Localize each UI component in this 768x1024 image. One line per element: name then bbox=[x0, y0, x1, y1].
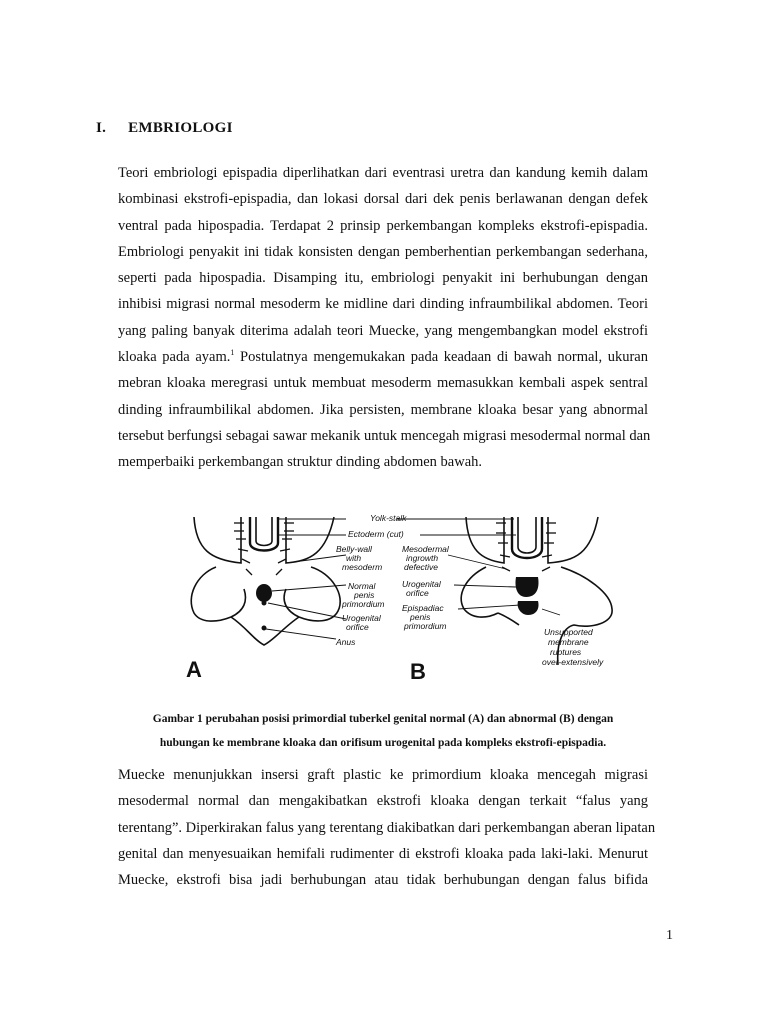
label-urogenital-b-1: Urogenital bbox=[402, 579, 441, 589]
label-normal-penis-3: primordium bbox=[342, 599, 385, 609]
label-mesodermal-3: defective bbox=[404, 562, 439, 572]
section-number: I. bbox=[96, 120, 107, 136]
text-fragment: kloaka pada ayam. bbox=[118, 349, 231, 366]
text-line: Teori embriologi epispadia diperlihatkan dari eventrasi uretra dan kandung kemih dalam bbox=[118, 165, 648, 181]
footnote-reference: 1 bbox=[230, 348, 235, 358]
text-line: genital dan menyesuaikan hemifali rudimenter di ekstrofi kloaka pada laki-laki. Menurut bbox=[118, 845, 648, 862]
label-urogenital-a-2: orifice bbox=[346, 622, 369, 632]
text-line: mesodermal normal dan mengakibatkan ekstrofi kloaka dengan terkait “falus yang bbox=[118, 793, 648, 810]
label-epispadiac-1: Epispadiac bbox=[402, 603, 444, 613]
caption-line: Gambar 1 perubahan posisi primordial tuberkel genital normal (A) dan abnormal (B) dengan bbox=[152, 713, 614, 725]
text-line: yang paling banyak diterima adalah teori Muecke, yang mengembangkan model ekstrofi bbox=[118, 322, 648, 339]
text-line: dinding infraumbilikal abdomen. Jika persisten, membrane kloaka besar yang abnormal bbox=[118, 401, 648, 418]
figure-caption bbox=[118, 707, 648, 755]
text-line: Muecke, ekstrofi bisa jadi berhubungan atau tidak berhubungan dengan falus bifida bbox=[118, 872, 648, 889]
panel-label-b: B bbox=[410, 659, 426, 684]
label-belly-wall-3: mesoderm bbox=[342, 562, 383, 572]
label-mesodermal-1: Mesodermal bbox=[402, 544, 449, 554]
label-unsupported-2: membrane bbox=[548, 637, 589, 647]
section-heading bbox=[96, 120, 233, 137]
label-mesodermal-2: ingrowth bbox=[406, 553, 439, 563]
label-anus: Anus bbox=[336, 637, 356, 647]
label-epispadiac-2: penis bbox=[410, 612, 431, 622]
text-line-with-footnote bbox=[118, 344, 648, 370]
section-title: EMBRIOLOGI bbox=[128, 120, 233, 136]
text-line: memperbaiki perkembangan struktur dinding abdomen bawah. bbox=[118, 454, 483, 471]
embryology-figure bbox=[186, 505, 616, 695]
text-line: inhibisi migrasi normal mesoderm ke midline dari dinding infraumbilikal abdomen. Teori bbox=[118, 296, 648, 313]
page-number: 1 bbox=[666, 928, 673, 943]
text-line: terentang”. Diperkirakan falus yang terentang diakibatkan dari perkembangan aberan lipatan bbox=[118, 819, 656, 836]
label-urogenital-a-1: Urogenital bbox=[342, 613, 381, 623]
label-ectoderm: Ectoderm (cut) bbox=[348, 529, 404, 539]
label-normal-penis-2: penis bbox=[354, 590, 375, 600]
label-unsupported-3: ruptures bbox=[550, 647, 582, 657]
caption-line: hubungan ke membrane kloaka dan orifisum urogenital pada kompleks ekstrofi-epispadia. bbox=[159, 737, 607, 749]
label-yolk-stalk: Yolk-stalk bbox=[370, 513, 407, 523]
label-urogenital-b-2: orifice bbox=[406, 588, 429, 598]
paragraph-muecke bbox=[118, 762, 656, 893]
paragraph-embryology bbox=[118, 160, 651, 476]
text-line: mebran kloaka meregrasi untuk membuat mesoderm memasukkan kembali aspek sentral bbox=[118, 375, 648, 392]
text-line: ventral pada hipospadia. Terdapat 2 prinsip perkembangan kompleks ekstrofi-epispadia. bbox=[118, 217, 648, 234]
label-belly-wall-1: Belly-wall bbox=[336, 544, 372, 554]
epispadiac-primordium-shape bbox=[515, 577, 538, 597]
label-unsupported-1: Unsupported bbox=[544, 627, 593, 637]
text-fragment: Postulatnya mengemukakan pada keadaan di bawah normal, ukuran bbox=[234, 349, 648, 366]
label-unsupported-4: over-extensively bbox=[542, 657, 604, 667]
label-epispadiac-3: primordium bbox=[404, 621, 447, 631]
text-line: tersebut berfungsi sebagai sawar mekanik untuk mencegah migrasi mesodermal normal dan bbox=[118, 427, 651, 444]
text-line: Muecke menunjukkan insersi graft plastic ke primordium kloaka mencegah migrasi bbox=[118, 767, 648, 783]
text-line: Embriologi penyakit ini tidak konsisten dengan pemberhentian perkembangan sederhana, bbox=[118, 243, 648, 260]
label-normal-penis-1: Normal bbox=[348, 581, 376, 591]
panel-label-a: A bbox=[186, 657, 202, 682]
anus-dot bbox=[262, 626, 267, 631]
normal-penis-primordium-shape bbox=[256, 584, 272, 602]
figure-drawing-a bbox=[191, 517, 340, 645]
text-line: seperti pada hipospadia. Disamping itu, embriologi penyakit ini berhubungan dengan bbox=[118, 270, 648, 287]
label-belly-wall-2: with bbox=[346, 553, 362, 563]
text-line: kombinasi ekstrofi-epispadia, dan lokasi dorsal dari dek penis berlawanan dengan defek bbox=[118, 191, 648, 208]
